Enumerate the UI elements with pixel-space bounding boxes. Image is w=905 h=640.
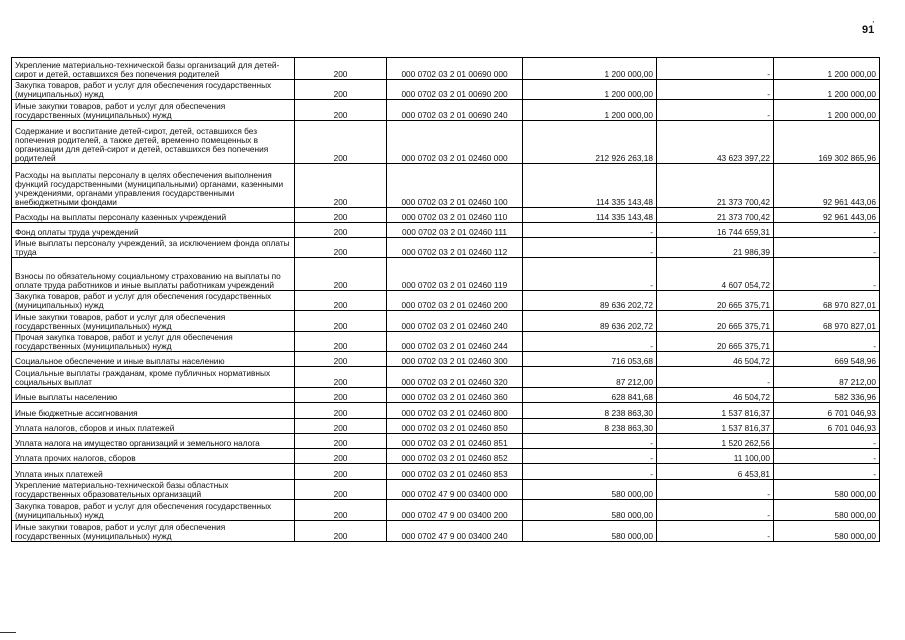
row-name: Социальное обеспечение и иные выплаты населению xyxy=(12,352,295,367)
row-code: 200 xyxy=(295,419,387,434)
row-approved: 580 000,00 xyxy=(523,521,657,542)
row-executed: - xyxy=(657,480,774,500)
row-executed: 21 986,39 xyxy=(657,238,774,258)
row-executed: 11 100,00 xyxy=(657,449,774,464)
row-remaining: - xyxy=(774,223,880,238)
row-name: Закупка товаров, работ и услуг для обеспечения государственных (муниципальных) нужд xyxy=(12,291,295,311)
page-number: 91 xyxy=(862,24,875,36)
row-kbk: 000 0702 03 2 01 02460 100 xyxy=(387,164,523,208)
table-row xyxy=(12,311,880,332)
row-executed: - xyxy=(657,100,774,121)
row-executed: 46 504,72 xyxy=(657,388,774,403)
row-remaining: 1 200 000,00 xyxy=(774,100,880,121)
row-approved: 580 000,00 xyxy=(523,500,657,521)
row-name: Иные выплаты персоналу учреждений, за исключением фонда оплаты труда xyxy=(12,238,295,258)
row-executed: 16 744 659,31 xyxy=(657,223,774,238)
table-row xyxy=(12,332,880,352)
row-kbk: 000 0702 03 2 01 02460 112 xyxy=(387,238,523,258)
row-code: 200 xyxy=(295,367,387,388)
row-code: 200 xyxy=(295,480,387,500)
row-approved: 8 238 863,30 xyxy=(523,403,657,419)
row-remaining: 580 000,00 xyxy=(774,480,880,500)
row-code: 200 xyxy=(295,58,387,80)
table-row xyxy=(12,434,880,449)
row-remaining: 92 961 443,06 xyxy=(774,208,880,223)
row-code: 200 xyxy=(295,434,387,449)
row-remaining: 1 200 000,00 xyxy=(774,80,880,100)
row-remaining: 1 200 000,00 xyxy=(774,58,880,80)
row-kbk: 000 0702 03 2 01 02460 800 xyxy=(387,403,523,419)
row-kbk: 000 0702 03 2 01 02460 852 xyxy=(387,449,523,464)
row-executed: 20 665 375,71 xyxy=(657,311,774,332)
row-remaining: 68 970 827,01 xyxy=(774,291,880,311)
row-approved: - xyxy=(523,434,657,449)
row-executed: - xyxy=(657,367,774,388)
row-kbk: 000 0702 03 2 01 00690 200 xyxy=(387,80,523,100)
table-row xyxy=(12,223,880,238)
row-name: Иные выплаты населению xyxy=(12,388,295,403)
row-approved: 1 200 000,00 xyxy=(523,80,657,100)
row-kbk: 000 0702 03 2 01 02460 200 xyxy=(387,291,523,311)
row-name: Социальные выплаты гражданам, кроме публичных нормативных социальных выплат xyxy=(12,367,295,388)
row-name: Взносы по обязательному социальному страхованию на выплаты по оплате труда работников и иные выплаты работникам учреждений xyxy=(12,258,295,291)
table-row xyxy=(12,500,880,521)
table-row xyxy=(12,164,880,208)
row-code: 200 xyxy=(295,208,387,223)
row-name: Уплата прочих налогов, сборов xyxy=(12,449,295,464)
row-code: 200 xyxy=(295,223,387,238)
row-kbk: 000 0702 03 2 01 02460 853 xyxy=(387,464,523,480)
row-executed: 21 373 700,42 xyxy=(657,164,774,208)
row-kbk: 000 0702 03 2 01 02460 110 xyxy=(387,208,523,223)
row-approved: 212 926 263,18 xyxy=(523,121,657,164)
row-executed: 20 665 375,71 xyxy=(657,291,774,311)
row-name: Уплата налогов, сборов и иных платежей xyxy=(12,419,295,434)
row-name: Укрепление материально-технической базы областных государственных образовательных организаций xyxy=(12,480,295,500)
row-name: Расходы на выплаты персоналу в целях обеспечения выполнения функций государственными (муниципальными) органами, казенными учреждениями, органами управления государственными внебюджетными фондами xyxy=(12,164,295,208)
row-approved: 628 841,68 xyxy=(523,388,657,403)
row-remaining: - xyxy=(774,238,880,258)
row-remaining: - xyxy=(774,434,880,449)
row-code: 200 xyxy=(295,388,387,403)
row-name: Содержание и воспитание детей-сирот, детей, оставшихся без попечения родителей, а также детей, временно помещенных в организации для детей-сирот и детей, оставшихся без попечения родителей xyxy=(12,121,295,164)
row-approved: 89 636 202,72 xyxy=(523,311,657,332)
row-executed: 4 607 054,72 xyxy=(657,258,774,291)
row-approved: 1 200 000,00 xyxy=(523,100,657,121)
table-row xyxy=(12,388,880,403)
row-executed: 1 520 262,56 xyxy=(657,434,774,449)
row-code: 200 xyxy=(295,311,387,332)
table-row xyxy=(12,208,880,223)
scan-mark: , xyxy=(872,14,875,24)
table-row xyxy=(12,449,880,464)
table-row xyxy=(12,419,880,434)
budget-table xyxy=(11,57,880,542)
row-kbk: 000 0702 47 9 00 03400 000 xyxy=(387,480,523,500)
row-approved: - xyxy=(523,258,657,291)
row-executed: - xyxy=(657,521,774,542)
row-kbk: 000 0702 03 2 01 02460 850 xyxy=(387,419,523,434)
row-approved: 1 200 000,00 xyxy=(523,58,657,80)
table-row xyxy=(12,403,880,419)
row-remaining: 68 970 827,01 xyxy=(774,311,880,332)
row-remaining: 6 701 046,93 xyxy=(774,403,880,419)
table-row xyxy=(12,121,880,164)
row-approved: 89 636 202,72 xyxy=(523,291,657,311)
row-remaining: 582 336,96 xyxy=(774,388,880,403)
table-row xyxy=(12,291,880,311)
row-code: 200 xyxy=(295,464,387,480)
row-remaining: 87 212,00 xyxy=(774,367,880,388)
row-name: Уплата налога на имущество организаций и земельного налога xyxy=(12,434,295,449)
row-remaining: 169 302 865,96 xyxy=(774,121,880,164)
row-code: 200 xyxy=(295,238,387,258)
row-code: 200 xyxy=(295,291,387,311)
row-code: 200 xyxy=(295,164,387,208)
table-row xyxy=(12,464,880,480)
row-kbk: 000 0702 47 9 00 03400 240 xyxy=(387,521,523,542)
row-remaining: - xyxy=(774,332,880,352)
row-remaining: - xyxy=(774,449,880,464)
row-executed: - xyxy=(657,80,774,100)
row-kbk: 000 0702 03 2 01 00690 240 xyxy=(387,100,523,121)
row-kbk: 000 0702 03 2 01 02460 851 xyxy=(387,434,523,449)
row-code: 200 xyxy=(295,258,387,291)
row-code: 200 xyxy=(295,500,387,521)
row-name: Уплата иных платежей xyxy=(12,464,295,480)
row-name: Прочая закупка товаров, работ и услуг для обеспечения государственных (муниципальных) нужд xyxy=(12,332,295,352)
row-approved: 8 238 863,30 xyxy=(523,419,657,434)
row-approved: - xyxy=(523,449,657,464)
row-name: Укрепление материально-технической базы организаций для детей-сирот и детей, оставшихся без попечения родителей xyxy=(12,58,295,80)
table-row xyxy=(12,238,880,258)
row-remaining: 580 000,00 xyxy=(774,521,880,542)
row-kbk: 000 0702 03 2 01 02460 360 xyxy=(387,388,523,403)
row-executed: - xyxy=(657,500,774,521)
row-remaining: 92 961 443,06 xyxy=(774,164,880,208)
row-code: 200 xyxy=(295,403,387,419)
row-executed: 43 623 397,22 xyxy=(657,121,774,164)
row-code: 200 xyxy=(295,100,387,121)
row-executed: 1 537 816,37 xyxy=(657,419,774,434)
row-kbk: 000 0702 47 9 00 03400 200 xyxy=(387,500,523,521)
row-approved: - xyxy=(523,464,657,480)
row-name: Закупка товаров, работ и услуг для обеспечения государственных (муниципальных) нужд xyxy=(12,80,295,100)
row-remaining: 669 548,96 xyxy=(774,352,880,367)
row-remaining: - xyxy=(774,464,880,480)
table-row xyxy=(12,352,880,367)
row-executed: 1 537 816,37 xyxy=(657,403,774,419)
table-row xyxy=(12,367,880,388)
row-executed: 46 504,72 xyxy=(657,352,774,367)
row-code: 200 xyxy=(295,332,387,352)
row-approved: 114 335 143,48 xyxy=(523,164,657,208)
row-kbk: 000 0702 03 2 01 02460 300 xyxy=(387,352,523,367)
row-executed: 6 453,81 xyxy=(657,464,774,480)
row-executed: - xyxy=(657,58,774,80)
row-code: 200 xyxy=(295,521,387,542)
row-kbk: 000 0702 03 2 01 02460 111 xyxy=(387,223,523,238)
edge-mark xyxy=(0,632,16,633)
table-row xyxy=(12,58,880,80)
row-executed: 21 373 700,42 xyxy=(657,208,774,223)
row-name: Фонд оплаты труда учреждений xyxy=(12,223,295,238)
row-name: Иные бюджетные ассигнования xyxy=(12,403,295,419)
row-approved: 716 053,68 xyxy=(523,352,657,367)
row-approved: 87 212,00 xyxy=(523,367,657,388)
row-kbk: 000 0702 03 2 01 02460 244 xyxy=(387,332,523,352)
row-remaining: - xyxy=(774,258,880,291)
row-kbk: 000 0702 03 2 01 00690 000 xyxy=(387,58,523,80)
row-kbk: 000 0702 03 2 01 02460 119 xyxy=(387,258,523,291)
row-code: 200 xyxy=(295,80,387,100)
row-code: 200 xyxy=(295,121,387,164)
row-kbk: 000 0702 03 2 01 02460 000 xyxy=(387,121,523,164)
table-row xyxy=(12,80,880,100)
row-remaining: 580 000,00 xyxy=(774,500,880,521)
row-approved: - xyxy=(523,332,657,352)
row-kbk: 000 0702 03 2 01 02460 320 xyxy=(387,367,523,388)
row-remaining: 6 701 046,93 xyxy=(774,419,880,434)
row-kbk: 000 0702 03 2 01 02460 240 xyxy=(387,311,523,332)
table-row xyxy=(12,258,880,291)
row-name: Иные закупки товаров, работ и услуг для обеспечения государственных (муниципальных) нужд xyxy=(12,311,295,332)
table-row xyxy=(12,100,880,121)
row-name: Иные закупки товаров, работ и услуг для обеспечения государственных (муниципальных) нужд xyxy=(12,100,295,121)
row-executed: 20 665 375,71 xyxy=(657,332,774,352)
table-row xyxy=(12,480,880,500)
table-row xyxy=(12,521,880,542)
row-code: 200 xyxy=(295,352,387,367)
row-approved: 580 000,00 xyxy=(523,480,657,500)
row-name: Расходы на выплаты персоналу казенных учреждений xyxy=(12,208,295,223)
row-name: Закупка товаров, работ и услуг для обеспечения государственных (муниципальных) нужд xyxy=(12,500,295,521)
row-approved: - xyxy=(523,223,657,238)
row-approved: 114 335 143,48 xyxy=(523,208,657,223)
row-name: Иные закупки товаров, работ и услуг для обеспечения государственных (муниципальных) нужд xyxy=(12,521,295,542)
row-code: 200 xyxy=(295,449,387,464)
row-approved: - xyxy=(523,238,657,258)
